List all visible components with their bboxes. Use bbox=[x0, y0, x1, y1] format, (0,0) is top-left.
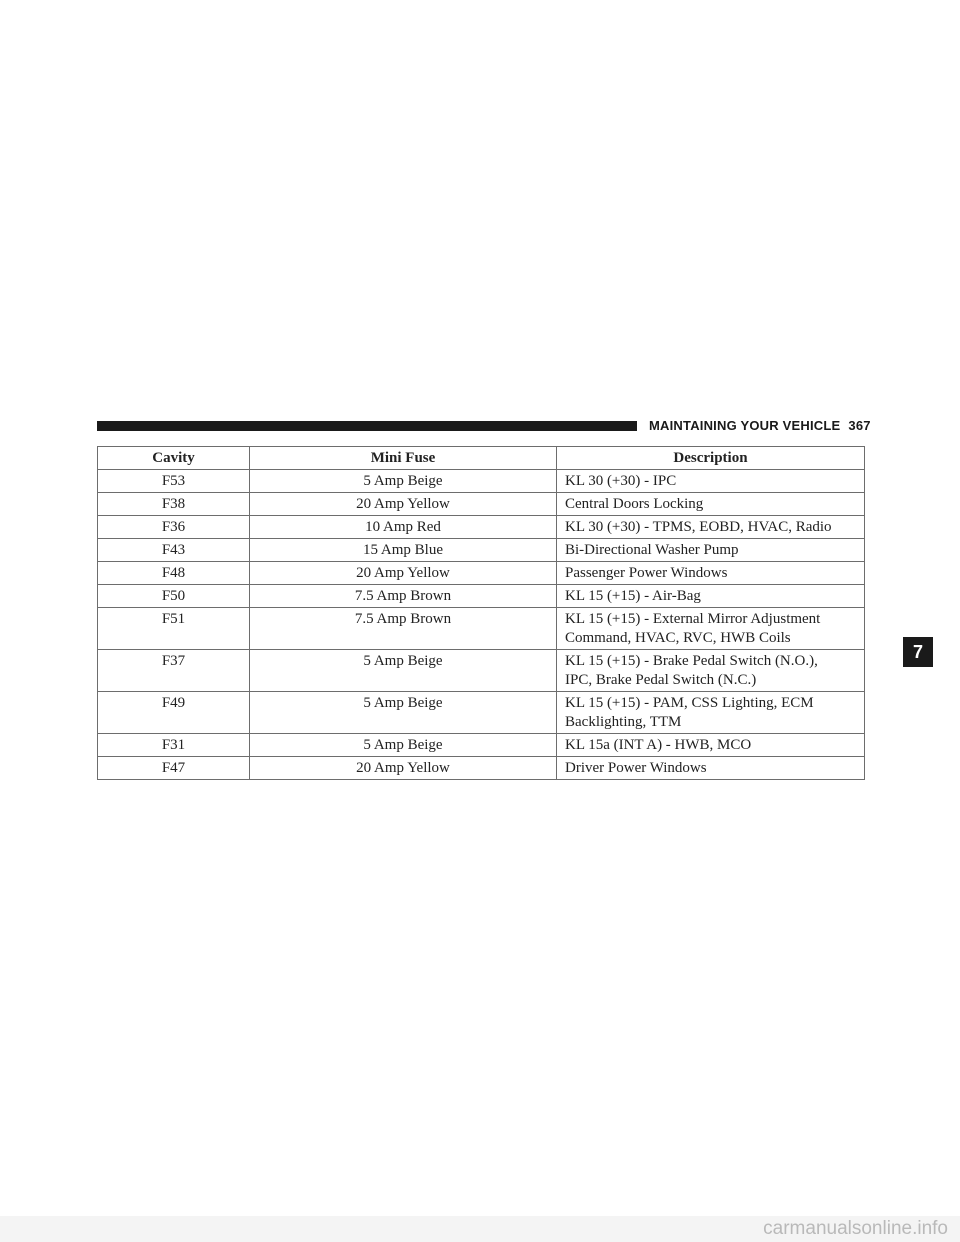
table-row bbox=[98, 585, 865, 608]
description-line: Driver Power Windows bbox=[565, 759, 707, 776]
table-row bbox=[98, 539, 865, 562]
mini-fuse-cell: 5 Amp Beige bbox=[250, 734, 557, 757]
table-row bbox=[98, 608, 865, 650]
description-cell bbox=[557, 516, 865, 539]
table-row bbox=[98, 757, 865, 780]
description-line: KL 15a (INT A) - HWB, MCO bbox=[565, 736, 752, 753]
section-title: MAINTAINING YOUR VEHICLE bbox=[649, 418, 841, 433]
description-line: Command, HVAC, RVC, HWB Coils bbox=[565, 629, 791, 646]
table-row bbox=[98, 493, 865, 516]
cavity-cell: F49 bbox=[98, 692, 250, 734]
cavity-cell: F51 bbox=[98, 608, 250, 650]
table-row bbox=[98, 734, 865, 757]
column-header-mini-fuse: Mini Fuse bbox=[250, 447, 557, 470]
cavity-cell: F43 bbox=[98, 539, 250, 562]
mini-fuse-cell: 15 Amp Blue bbox=[250, 539, 557, 562]
description-line: IPC, Brake Pedal Switch (N.C.) bbox=[565, 671, 757, 688]
description-line: Bi-Directional Washer Pump bbox=[565, 541, 739, 558]
page-number: 367 bbox=[848, 418, 871, 433]
table-body bbox=[98, 470, 865, 780]
mini-fuse-cell: 10 Amp Red bbox=[250, 516, 557, 539]
cavity-cell: F47 bbox=[98, 757, 250, 780]
table-row bbox=[98, 650, 865, 692]
description-cell bbox=[557, 692, 865, 734]
column-header-cavity: Cavity bbox=[98, 447, 250, 470]
mini-fuse-cell: 7.5 Amp Brown bbox=[250, 585, 557, 608]
description-cell bbox=[557, 734, 865, 757]
mini-fuse-cell: 5 Amp Beige bbox=[250, 692, 557, 734]
mini-fuse-cell: 20 Amp Yellow bbox=[250, 757, 557, 780]
description-line: KL 15 (+15) - Brake Pedal Switch (N.O.), bbox=[565, 652, 818, 669]
cavity-cell: F50 bbox=[98, 585, 250, 608]
description-line: KL 15 (+15) - PAM, CSS Lighting, ECM bbox=[565, 694, 814, 711]
cavity-cell: F53 bbox=[98, 470, 250, 493]
mini-fuse-cell: 5 Amp Beige bbox=[250, 650, 557, 692]
description-line: Passenger Power Windows bbox=[565, 564, 728, 581]
cavity-cell: F36 bbox=[98, 516, 250, 539]
description-line: KL 30 (+30) - TPMS, EOBD, HVAC, Radio bbox=[565, 518, 832, 535]
description-line: KL 15 (+15) - External Mirror Adjustment bbox=[565, 610, 821, 627]
description-cell bbox=[557, 608, 865, 650]
fuse-table bbox=[97, 446, 865, 780]
mini-fuse-cell: 20 Amp Yellow bbox=[250, 493, 557, 516]
description-line: KL 15 (+15) - Air-Bag bbox=[565, 587, 701, 604]
description-line: KL 30 (+30) - IPC bbox=[565, 472, 677, 489]
chapter-tab: 7 bbox=[903, 637, 933, 667]
running-header bbox=[649, 418, 871, 433]
cavity-cell: F37 bbox=[98, 650, 250, 692]
table-row bbox=[98, 516, 865, 539]
mini-fuse-cell: 5 Amp Beige bbox=[250, 470, 557, 493]
table-header-row bbox=[98, 447, 865, 470]
description-line: Backlighting, TTM bbox=[565, 713, 682, 730]
description-cell bbox=[557, 757, 865, 780]
table-row bbox=[98, 562, 865, 585]
description-line: Central Doors Locking bbox=[565, 495, 704, 512]
cavity-cell: F48 bbox=[98, 562, 250, 585]
column-header-description: Description bbox=[557, 447, 865, 470]
cavity-cell: F38 bbox=[98, 493, 250, 516]
description-cell bbox=[557, 539, 865, 562]
table-row bbox=[98, 692, 865, 734]
description-cell bbox=[557, 470, 865, 493]
cavity-cell: F31 bbox=[98, 734, 250, 757]
description-cell bbox=[557, 650, 865, 692]
description-cell bbox=[557, 493, 865, 516]
mini-fuse-cell: 20 Amp Yellow bbox=[250, 562, 557, 585]
description-cell bbox=[557, 562, 865, 585]
description-cell bbox=[557, 585, 865, 608]
watermark: carmanualsonline.info bbox=[0, 1216, 960, 1242]
mini-fuse-cell: 7.5 Amp Brown bbox=[250, 608, 557, 650]
header-rule bbox=[97, 421, 637, 431]
table-row bbox=[98, 470, 865, 493]
